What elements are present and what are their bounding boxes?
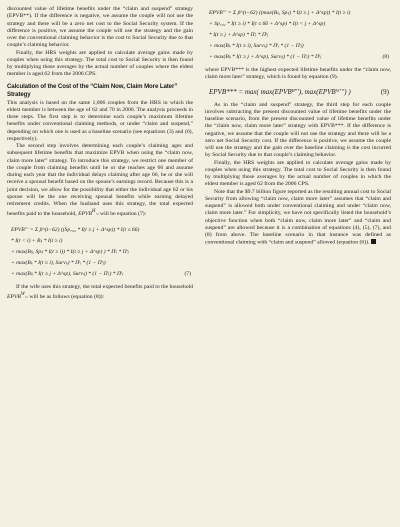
equation-8-line: + max(Bₗᵢ * I(t ≥ i), Survₗᵢ) * Πᵗᵢ * (1 − Πᵗⱼ) xyxy=(209,43,304,49)
paragraph-wife: If the wife uses this strategy, the total expected benefits paid to the household $EPVB^W'''$ will be as follows (equation (8)): xyxy=(7,283,193,302)
equation-7-line: + max(Bₗᵢ * I(t ≥ i), Survₗᵢ) * Πᵗᵢ * (1 − Πᵗⱼ) xyxy=(11,259,106,266)
equation-7-line: + max(Bₗⱼ, Spₗⱼ * I(t ≥ i)) * I(t ≥ j + Δ^sp) ) * Πᵗᵢ * Πᵗⱼ xyxy=(11,248,129,255)
paragraph-where: where EPVB*** is the highest expected lifetime benefits under the “claim now, claim more later” strategy, which is found by equation (9). xyxy=(205,67,391,81)
paragraph-analysis: This analysis is based on the same 1,006 couples from the HRS in which the eldest member is between the age of 62 and 70 in 2006. The analysis proceeds in three steps. The first step is to determine each couple’s maximum lifetime benefits under conventional claiming methods, or under “claim and suspend,” depending on which one is used as a baseline scenario (see equations (3) and (6), respectively). xyxy=(7,99,193,142)
section-heading: Calculation of the Cost of the “Claim Now, Claim More Later” Strategy xyxy=(7,82,178,98)
equation-7-line: * I(t < i) + Bₗᵢ * I(t ≥ i) xyxy=(11,237,63,244)
paragraph-second-step xyxy=(7,143,193,221)
paragraph-finally-right: Finally, the HRS weights are applied to calculate average gains made by couples when using this strategy. The total cost to Social Security is then found by multiplying those averages by the actual number of couples in which the eldest member is aged 62 from the 2006 CPS. xyxy=(205,159,391,188)
paragraph-second-step-tail: will be equation (7): xyxy=(98,211,147,218)
right-column xyxy=(205,6,391,247)
equation-7-number: (7) xyxy=(184,270,191,277)
equation-8-line: EPVB′′′ = Σ β^(t−62) ((max(Bₗᵢ, Spₗᵢ) * I(t ≥ j + Δ^sp)) * I(t ≥ i) xyxy=(209,10,351,16)
equation-8 xyxy=(205,8,391,63)
equation-8-line: + Sp₇₀₂ * I(t ≥ i) * I(t ≤ 66 + Δ^sp) * I(t < j + Δ^sp) xyxy=(209,21,326,27)
equation-7-line: EPVB′′′ = Σ β^(t−62) ((Sp₇₀₂ * I(t ≥ j + Δ^sp)) * I(t ≤ 66) xyxy=(11,226,140,233)
equation-9-number: (9) xyxy=(380,87,389,96)
left-column xyxy=(7,6,193,303)
epvb-wife-symbol: $EPVB^W'''$ xyxy=(7,291,28,302)
paragraph-third-step: As in the “claim and suspend” strategy, the third step for each couple involves subtracting the present discounted value of lifetime benefits under the baseline scenario, from the present discounted value of lifetime benefits under the “claim now, claim more later” strategy with EPVB***. If the difference is negative, we assume that the couple will not use the strategy and there will be a zero net Social Security cost. If the difference is positive, we assume the couple will use the strategy and the gain over the baseline claiming is the cost incurred by Social Security due to that couple’s claiming behavior. xyxy=(205,101,391,159)
equation-9 xyxy=(205,86,391,98)
epvb-husband-symbol: $EPVB^H'''$ xyxy=(78,209,99,220)
equation-7-line-last: + max(Bₗⱼ * I(t ≥ j + Δ^sp), Survₗⱼ) * (1 − Πᵗᵢ) * Πᵗⱼ (7) xyxy=(7,269,193,280)
equation-7 xyxy=(7,225,193,280)
equation-8-line: * I(t ≥ j + Δ^sp) * Πᵗᵢ * Πᵗⱼ xyxy=(209,32,268,38)
paragraph-note: Note that the $9.7 billion figure reported as the resulting annual cost to Social Security from allowing “claim now, claim more later” assumes that “claim and suspend” is allowed both under conventional claiming and under “claim now, claim more later.” For simplicity, we have not specifically listed the household’s objective function when both “claim now, claim more later” and “claim and suspend” are allowed because it is a combination of equations (4), (5), (7), and (8) from above. The baseline scenario in that instance was defined as conventional claiming with “claim and suspend” allowed (equation (6)). xyxy=(205,188,391,246)
equation-8-number: (8) xyxy=(382,54,389,60)
paragraph-second-step-text: The second step involves determining each couple’s claiming ages and subsequent lifetime benefits that maximize EPVB when using the “claim now, claim more later” strategy. To introduce this strategy, we restrict one member of the couple from claiming benefits until he or she reaches age 66 and assume during each year that the individual delays claiming after age 66, he or she will receive a spousal benefit based on the spouse’s earnings record. Because this is a joint decision, we allow for the possibility that either the individual age 62 or his spouse will be the one receiving spousal benefits while earning delayed retirement credits. When the husband uses this strategy, the total expected benefits paid to the household, xyxy=(7,143,193,218)
end-of-article-mark xyxy=(371,239,376,244)
paragraph-finally-left: Finally, the HRS weights are applied to calculate average gains made by couples when using this strategy. The total cost to Social Security is then found by multiplying those averages by the actual number of couples where the eldest member is aged 62 from the 2006 CPS. xyxy=(7,49,193,78)
equation-8-line-last: + max(Bₗⱼ * I(t ≥ j + Δ^sp), Survₗⱼ) * (1 − Πᵗᵢ) * Πᵗⱼ (8) xyxy=(205,52,391,63)
paragraph-intro: discounted value of lifetime benefits under the “claim and suspend” strategy (EPVB**). If the difference is negative, we assume the couple will not use the strategy and there will be a zero net cost to the Social Security system. If the difference is positive, we assume the couple will use the strategy and the gain over the conventional claiming behavior is the cost to Social Security due to that couple’s claiming behavior. xyxy=(7,6,193,49)
equation-9-line: EPVB*** = max( max(EPVBᴴ′′′), max(EPVBᵂ′′′) ) (9) xyxy=(209,87,389,96)
